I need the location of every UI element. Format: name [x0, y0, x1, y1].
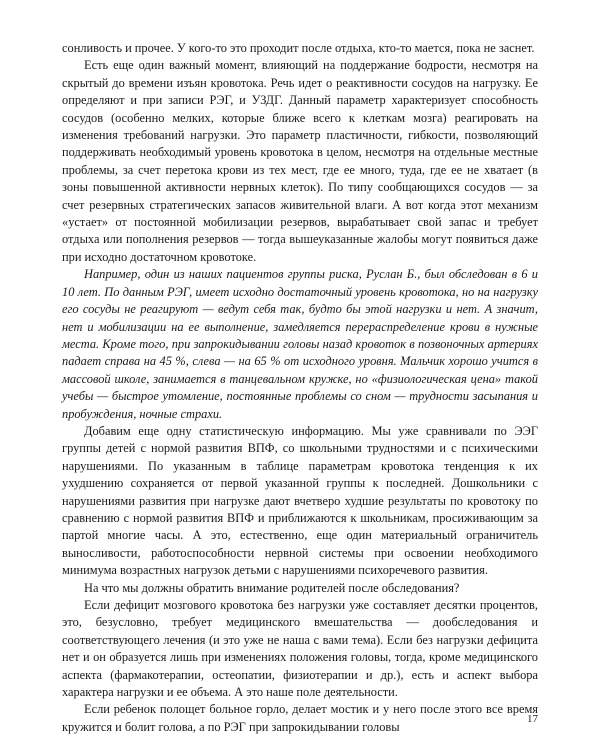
paragraph-gargle: Если ребенок полощет больное горло, делает мостик и у него после этого все время кружится и болит голова, а по РЭГ при запрокидывании головы: [62, 702, 538, 734]
paragraph-continuation: сонливость и прочее. У кого-то это проходит после отдыха, кто-то мается, пока не заснет.: [62, 41, 535, 55]
document-page: [62, 40, 538, 736]
paragraph-deficit: Если дефицит мозгового кровотока без нагрузки уже составляет десятки процентов, это, безусловно, требует медицинского вмешательства — дообследования и соответствующего лечения (и это уже не наша с вами тема). Если без нагрузки дефицита нет и он образуется лишь при изменениях положения головы, тогда, кроме медицинского аспекта (фармакотерапии, остеопатии, физиотерапии и др.), есть и аспект выбора характера нагрузки и ее объема. А это наше поле деятельности.: [62, 598, 538, 700]
paragraph-question: На что мы должны обратить внимание родителей после обследования?: [84, 580, 460, 595]
paragraph-statistics: Добавим еще одну статистическую информацию. Мы уже сравнивали по ЭЭГ группы детей с нормой развития ВПФ, со школьными трудностями и с психическими нарушениями. По указанным в таблице параметрам кровотока тенденция к их ухудшению сохраняется от первой указанной группы к последней. Дошкольники с нарушениями развития при нагрузке дают вчетверо худшие результаты по кровотоку по сравнению с нормой развития ВПФ и приближаются к школьникам, просиживающим за партой многие часы. А это, естественно, еще один материальный ограничитель выносливости, работоспособности нервной системы при освоении необходимого минимума возрастных нагрузок детьми с нарушениями психоречевого развития.: [62, 423, 538, 578]
paragraph-case-example: Например, один из наших пациентов группы риска, Руслан Б., был обследован в 6 и 10 лет. По данным РЭГ, имеет исходно достаточный уровень кровотока, но на нагрузку его сосуды не реагируют — ведут себя так, будто бы этой нагрузки и нет. А значит, нет и мобилизации на ее выполнение, замедляется перераспределение крови в нужные места. Кроме того, при запрокидывании головы назад кровоток в позвоночных артериях падает справа на 45 %, слева — на 65 % от исходного уровня. Мальчик хорошо учится в массовой школе, занимается в танцевальном кружке, но «физиологическая цена» такой учебы — быстрое утомление, постоянные проблемы со сном — трудности засыпания и пробуждения, ночные страхи.: [62, 267, 538, 421]
page-number: 17: [527, 713, 538, 725]
paragraph-vessel-reactivity: Есть еще один важный момент, влияющий на поддержание бодрости, несмотря на скрытый до времени изъян кровотока. Речь идет о реактивности сосудов на нагрузку. Ее определяют и при записи РЭГ, и УЗДГ. Данный параметр характеризует способность сосудов (особенно мелких, которые ближе всего к клеткам мозга) реагировать на изменения требований нагрузки. Это параметр пластичности, гибкости, позволяющий поддерживать необходимый уровень кровотока в целом, несмотря на отдельные местные проблемы, за счет перетока крови из тех мест, где ее много, туда, где ее не хватает (в зоны повышенной активности нервных клеток). По типу сообщающихся сосудов — за счет резервных стратегических запасов живительной влаги. А вот когда этот механизм «устает» от постоянной мобилизации резервов, вырабатывает свой запас и требует отдыха или пополнения резервов — тогда вышеуказанные жалобы могут появиться даже при исходно достаточном кровотоке.: [62, 58, 538, 264]
